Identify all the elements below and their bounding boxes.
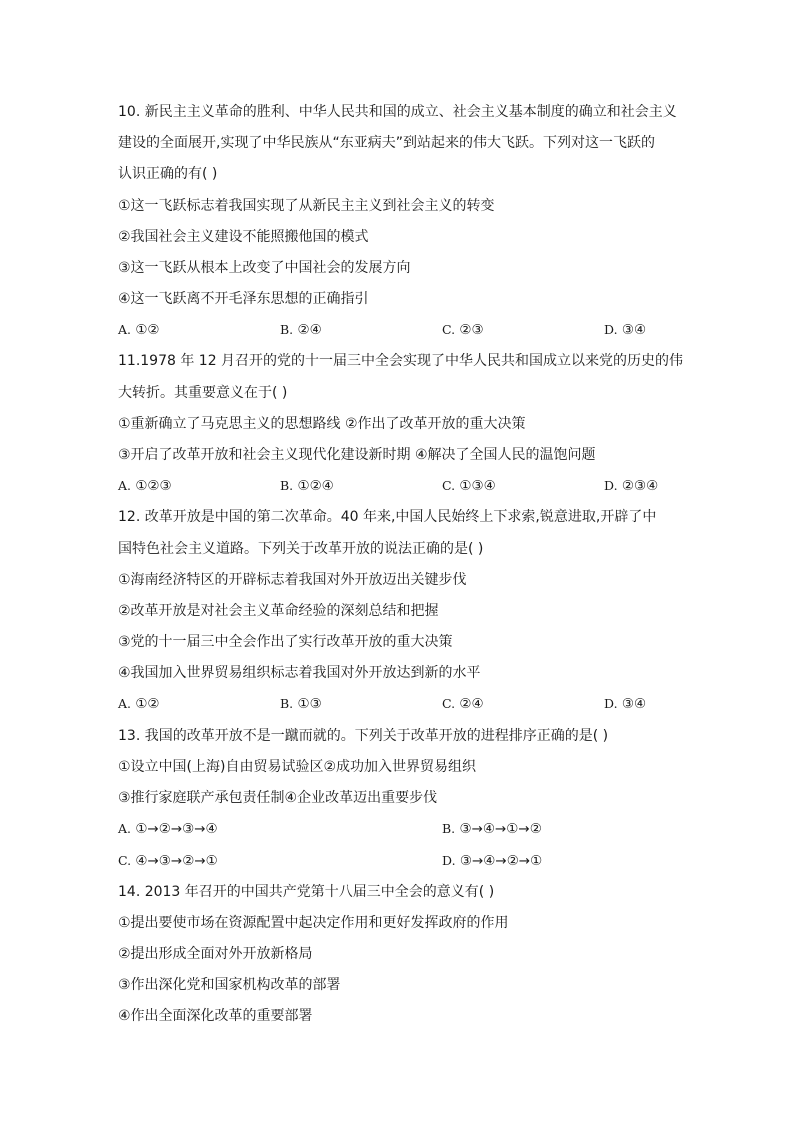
question-11-option-a: [118, 477, 172, 495]
question-11-stem-line-1: 11.1978 年 12 月召开的党的十一届三中全会实现了中华人民共和国成立以来党的历史的伟: [118, 353, 684, 369]
option-text: ①②③: [135, 478, 172, 494]
question-14-stem-line-1: 14. 2013 年召开的中国共产党第十八届三中全会的意义有( ): [118, 884, 495, 900]
question-12-stem-line-2: 国特色社会主义道路。下列关于改革开放的说法正确的是( ): [118, 541, 484, 557]
option-text: ①②: [135, 696, 160, 712]
question-13-stem-line-1: 13. 我国的改革开放不是一蹴而就的。下列关于改革开放的进程排序正确的是( ): [118, 728, 609, 744]
question-12-item-3: ③党的十一届三中全会作出了实行改革开放的重大决策: [118, 634, 453, 650]
option-text: ①→②→③→④: [135, 821, 218, 837]
question-11-item-2: ③开启了改革开放和社会主义现代化建设新时期 ④解决了全国人民的温饱问题: [118, 447, 596, 463]
option-label: D.: [442, 853, 456, 868]
option-text: ②④: [459, 696, 484, 712]
question-12-item-4: ④我国加入世界贸易组织标志着我国对外开放达到新的水平: [118, 665, 481, 681]
question-13-item-1: ①设立中国(上海)自由贸易试验区②成功加入世界贸易组织: [118, 759, 477, 775]
question-10-stem-line-2: 建设的全面展开,实现了中华民族从“东亚病夫”到站起来的伟大飞跃。下列对这一飞跃的: [118, 135, 655, 151]
option-label: A.: [118, 821, 132, 836]
question-10-item-1: ①这一飞跃标志着我国实现了从新民主主义到社会主义的转变: [118, 198, 495, 214]
question-12-option-a: [118, 695, 160, 713]
option-text: ③④: [621, 696, 647, 712]
option-label: B.: [280, 322, 294, 337]
option-text: ②③: [459, 322, 484, 338]
question-10-option-b: [280, 321, 322, 339]
question-14-item-3: ③作出深化党和国家机构改革的部署: [118, 977, 341, 993]
option-text: ③→④→②→①: [459, 853, 543, 869]
question-13-options-row-1: [118, 820, 678, 838]
question-12-item-1: ①海南经济特区的开辟标志着我国对外开放迈出关键步伐: [118, 572, 467, 588]
question-11-option-b: [280, 477, 334, 495]
option-text: ②③④: [621, 478, 659, 494]
option-text: ①②: [135, 322, 160, 338]
question-10-option-d: [604, 321, 646, 339]
option-label: C.: [442, 322, 456, 337]
question-11-option-d: [604, 477, 658, 495]
option-text: ②④: [297, 322, 322, 338]
question-12-option-c: [442, 695, 484, 713]
question-10-option-a: [118, 321, 160, 339]
question-13-option-a: [118, 820, 218, 838]
option-label: C.: [118, 853, 132, 868]
option-label: D.: [604, 322, 618, 337]
question-10-item-3: ③这一飞跃从根本上改变了中国社会的发展方向: [118, 260, 411, 276]
option-text: ④→③→②→①: [135, 853, 218, 869]
option-label: A.: [118, 478, 132, 493]
question-12-option-b: [280, 695, 322, 713]
question-11-option-c: [442, 477, 496, 495]
question-12-stem-line-1: 12. 改革开放是中国的第二次革命。40 年来,中国人民始终上下求索,锐意进取,开辟了中: [118, 509, 657, 525]
question-12-option-d: [604, 695, 646, 713]
option-label: C.: [442, 478, 456, 493]
question-10-stem-line-3: 认识正确的有( ): [118, 166, 218, 182]
question-13-option-d: [442, 852, 542, 870]
option-label: B.: [280, 478, 294, 493]
question-10-option-c: [442, 321, 484, 339]
question-11-stem-line-2: 大转折。其重要意义在于( ): [118, 385, 288, 401]
option-label: D.: [604, 478, 618, 493]
option-label: C.: [442, 696, 456, 711]
question-13-option-c: [118, 852, 218, 870]
option-text: ①②④: [297, 478, 334, 494]
option-label: A.: [118, 322, 132, 337]
question-11-options: [118, 477, 678, 495]
option-label: B.: [280, 696, 294, 711]
option-label: D.: [604, 696, 618, 711]
question-10-item-2: ②我国社会主义建设不能照搬他国的模式: [118, 229, 369, 245]
question-11-item-1: ①重新确立了马克思主义的思想路线 ②作出了改革开放的重大决策: [118, 416, 526, 432]
question-13-item-2: ③推行家庭联产承包责任制④企业改革迈出重要步伐: [118, 790, 438, 806]
option-label: B.: [442, 821, 456, 836]
question-14-item-2: ②提出形成全面对外开放新格局: [118, 946, 313, 962]
question-10-item-4: ④这一飞跃离不开毛泽东思想的正确指引: [118, 291, 369, 307]
option-text: ③→④→①→②: [459, 821, 542, 837]
option-label: A.: [118, 696, 132, 711]
option-text: ③④: [621, 322, 647, 338]
question-13-options-row-2: [118, 852, 678, 870]
question-14-item-4: ④作出全面深化改革的重要部署: [118, 1008, 313, 1024]
question-10-stem-line-1: 10. 新民主主义革命的胜利、中华人民共和国的成立、社会主义基本制度的确立和社会主义: [118, 104, 677, 120]
question-10-options: [118, 321, 678, 339]
question-12-item-2: ②改革开放是对社会主义革命经验的深刻总结和把握: [118, 603, 439, 619]
question-13-option-b: [442, 820, 542, 838]
option-text: ①③④: [459, 478, 496, 494]
option-text: ①③: [297, 696, 322, 712]
question-12-options: [118, 695, 678, 713]
question-14-item-1: ①提出要使市场在资源配置中起决定作用和更好发挥政府的作用: [118, 915, 509, 931]
